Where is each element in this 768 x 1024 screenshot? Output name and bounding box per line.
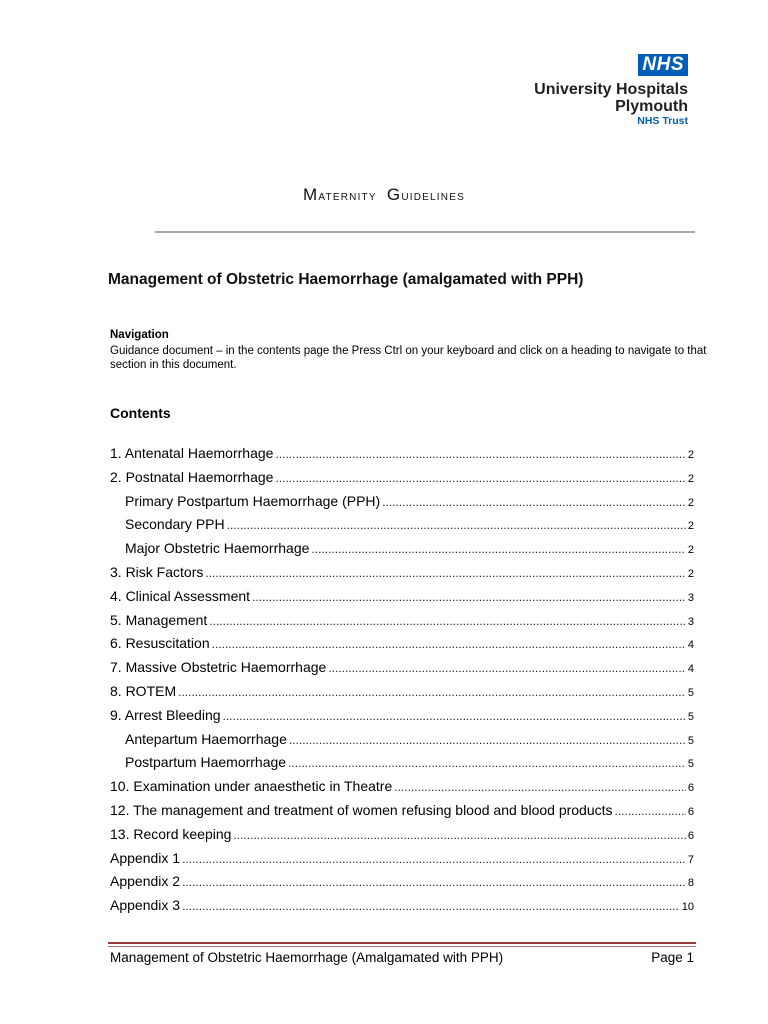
toc-entry-label[interactable]: 9. Arrest Bleeding <box>110 706 221 723</box>
footer-divider <box>108 942 696 944</box>
toc-leader-dots <box>182 875 686 889</box>
toc-entry-label[interactable]: 2. Postnatal Haemorrhage <box>110 468 274 485</box>
toc-entry[interactable] <box>110 516 694 540</box>
toc-entry[interactable] <box>110 873 694 897</box>
toc-entry[interactable] <box>110 778 694 802</box>
toc-entry-label[interactable]: 1. Antenatal Haemorrhage <box>110 445 274 461</box>
toc-leader-dots <box>212 637 686 651</box>
org-name-line1: University Hospitals <box>534 81 688 98</box>
toc-leader-dots <box>275 447 685 461</box>
toc-leader-dots <box>252 590 686 604</box>
toc-entry-label[interactable]: Postpartum Haemorrhage <box>125 754 287 771</box>
toc-entry-label[interactable]: Appendix 1 <box>110 849 181 866</box>
footer-title: Management of Obstetric Haemorrhage (Amalgamated with PPH) <box>110 950 504 965</box>
toc-entry[interactable] <box>110 540 694 564</box>
toc-leader-dots <box>328 661 686 675</box>
toc-entry-page[interactable]: 2 <box>687 520 694 533</box>
toc-entry-label[interactable]: 8. ROTEM <box>110 682 177 699</box>
toc-entry-label[interactable]: 13. Record keeping <box>110 825 232 842</box>
nhs-badge: NHS <box>638 54 688 76</box>
toc-entry-page[interactable]: 3 <box>687 591 694 604</box>
toc-leader-dots <box>311 542 685 556</box>
toc-entry-page[interactable]: 7 <box>687 853 694 866</box>
toc-entry-page[interactable]: 5 <box>687 758 694 771</box>
toc-entry[interactable] <box>110 635 694 659</box>
toc-entry-page[interactable]: 6 <box>687 829 694 842</box>
document-type-heading: Maternity Guidelines <box>303 185 465 204</box>
toc-entry-page[interactable]: 10 <box>681 901 694 914</box>
toc-entry[interactable] <box>110 445 694 469</box>
toc-entry-page[interactable]: 4 <box>687 663 694 676</box>
footer-divider-thin <box>108 946 696 947</box>
toc-entry-label[interactable]: Primary Postpartum Haemorrhage (PPH) <box>125 492 381 509</box>
toc-entry-label[interactable]: Antepartum Haemorrhage <box>125 730 287 747</box>
toc-entry[interactable] <box>110 897 694 921</box>
toc-leader-dots <box>615 804 686 818</box>
toc-entry[interactable] <box>110 754 694 778</box>
toc-entry[interactable] <box>110 683 694 707</box>
org-subtitle: NHS Trust <box>637 115 688 127</box>
toc-entry-page[interactable]: 2 <box>687 496 694 509</box>
toc-entry-label[interactable]: Secondary PPH <box>125 516 225 533</box>
header-divider <box>155 231 695 233</box>
toc-leader-dots <box>182 899 680 913</box>
toc-leader-dots <box>233 828 685 842</box>
toc-entry-page[interactable]: 5 <box>687 710 694 723</box>
nhs-trust-logo <box>488 54 688 127</box>
toc-entry-label[interactable]: 7. Massive Obstetric Haemorrhage <box>110 659 327 676</box>
toc-entry[interactable] <box>110 493 694 517</box>
toc-leader-dots <box>275 471 685 485</box>
toc-entry-page[interactable]: 2 <box>687 544 694 557</box>
toc-leader-dots <box>227 518 686 532</box>
toc-entry[interactable] <box>110 469 694 493</box>
toc-entry-page[interactable]: 3 <box>687 615 694 628</box>
toc-entry-label[interactable]: 5. Management <box>110 611 208 628</box>
toc-entry-label[interactable]: Appendix 2 <box>110 873 181 890</box>
toc-entry-page[interactable]: 4 <box>687 639 694 652</box>
toc-leader-dots <box>182 852 686 866</box>
toc-entry-label[interactable]: 12. The management and treatment of women refusing blood and blood products <box>110 801 613 818</box>
toc-entry-page[interactable]: 2 <box>687 449 694 461</box>
toc-entry[interactable] <box>110 659 694 683</box>
navigation-text: Guidance document – in the contents page the Press Ctrl on your keyboard and click on a heading to navigate to that section in this document. <box>110 345 707 371</box>
toc-entry-page[interactable]: 2 <box>687 567 694 580</box>
toc-leader-dots <box>205 566 686 580</box>
toc-entry-label[interactable]: 3. Risk Factors <box>110 563 204 580</box>
toc-entry-label[interactable]: Major Obstetric Haemorrhage <box>125 540 310 557</box>
toc-leader-dots <box>382 495 686 509</box>
toc-leader-dots <box>288 756 686 770</box>
toc-entry-page[interactable]: 8 <box>687 877 694 890</box>
toc-entry[interactable] <box>110 612 694 636</box>
toc-entry-page[interactable]: 5 <box>687 734 694 747</box>
toc-leader-dots <box>223 709 686 723</box>
toc-entry[interactable] <box>110 731 694 755</box>
toc-leader-dots <box>394 780 686 794</box>
toc-leader-dots <box>289 733 686 747</box>
table-of-contents <box>110 445 694 921</box>
toc-entry-label[interactable]: 6. Resuscitation <box>110 635 210 652</box>
toc-leader-dots <box>178 685 686 699</box>
toc-entry-label[interactable]: 4. Clinical Assessment <box>110 587 251 604</box>
toc-entry-page[interactable]: 2 <box>687 472 694 485</box>
document-title: Management of Obstetric Haemorrhage (amalgamated with PPH) <box>108 271 584 288</box>
toc-entry[interactable] <box>110 564 694 588</box>
toc-entry[interactable] <box>110 850 694 874</box>
toc-entry-label[interactable]: 10. Examination under anaesthetic in Theatre <box>110 778 393 795</box>
toc-entry-page[interactable]: 5 <box>687 686 694 699</box>
contents-heading: Contents <box>110 405 171 421</box>
toc-entry-page[interactable]: 6 <box>687 805 694 818</box>
toc-entry[interactable] <box>110 826 694 850</box>
toc-entry-page[interactable]: 6 <box>687 782 694 795</box>
org-name-line2: Plymouth <box>615 98 688 115</box>
page-number: Page 1 <box>651 950 694 965</box>
toc-entry-label[interactable]: Appendix 3 <box>110 897 181 914</box>
toc-entry[interactable] <box>110 802 694 826</box>
navigation-heading: Navigation <box>110 329 169 341</box>
toc-entry[interactable] <box>110 707 694 731</box>
toc-entry[interactable] <box>110 588 694 612</box>
toc-leader-dots <box>209 614 686 628</box>
